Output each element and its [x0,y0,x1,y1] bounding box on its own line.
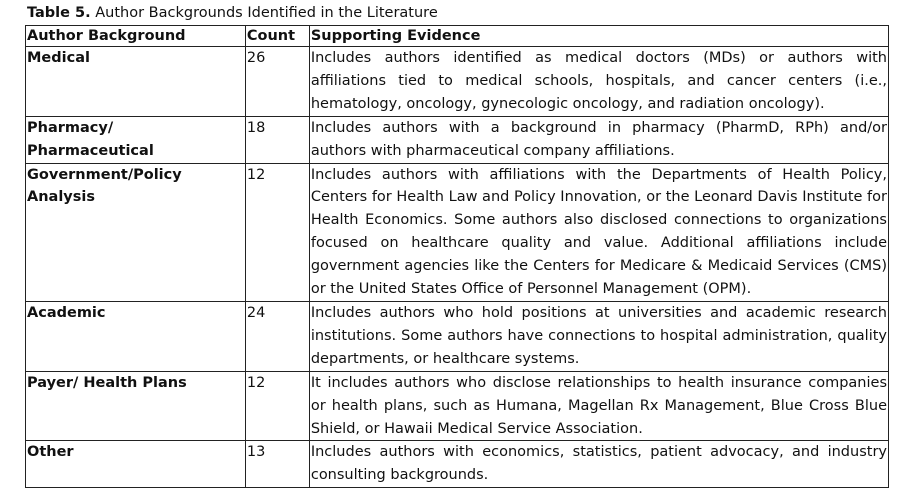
table-row [26,301,889,371]
table-caption [27,5,438,21]
cell-evidence: Includes authors identified as medical doctors (MDs) or authors with affiliations tied to medical schools, hospitals, and cancer centers (i.e., hematology, oncology, gynecologic oncology, and radiation oncology). [309,47,888,117]
header-row [26,26,889,47]
cell-background: Payer/ Health Plans [26,371,246,441]
table-row [26,441,889,488]
cell-background: Academic [26,301,246,371]
table-row [26,371,889,441]
cell-evidence: Includes authors with economics, statistics, patient advocacy, and industry consulting backgrounds. [309,441,888,488]
cell-count: 26 [245,47,309,117]
cell-evidence: Includes authors who hold positions at universities and academic research institutions. Some authors have connections to hospital administration, quality departments, or healthcare systems. [309,301,888,371]
table-row [26,47,889,117]
author-backgrounds-table [25,25,889,488]
cell-background: Pharmacy/ Pharmaceutical [26,116,246,163]
cell-background: Government/Policy Analysis [26,163,246,301]
cell-evidence: Includes authors with a background in pharmacy (PharmD, RPh) and/or authors with pharmaceutical company affiliations. [309,116,888,163]
table-row [26,116,889,163]
cell-background: Other [26,441,246,488]
cell-count: 12 [245,371,309,441]
cell-count: 12 [245,163,309,301]
cell-background: Medical [26,47,246,117]
cell-count: 13 [245,441,309,488]
header-author-background: Author Background [26,26,246,47]
table-row [26,163,889,301]
caption-text: Author Backgrounds Identified in the Literature [90,5,438,21]
header-count: Count [245,26,309,47]
cell-evidence: Includes authors with affiliations with the Departments of Health Policy, Centers for Health Law and Policy Innovation, or the Leonard Davis Institute for Health Economics. Some authors also disclosed connections to organizations focused on healthcare quality and value. Additional affiliations include government agencies like the Centers for Medicare & Medicaid Services (CMS) or the United States Office of Personnel Management (OPM). [309,163,888,301]
caption-label: Table 5. [27,5,91,21]
cell-count: 18 [245,116,309,163]
cell-evidence: It includes authors who disclose relationships to health insurance companies or health plans, such as Humana, Magellan Rx Management, Blue Cross Blue Shield, or Hawaii Medical Service Association. [309,371,888,441]
header-supporting-evidence: Supporting Evidence [309,26,888,47]
cell-count: 24 [245,301,309,371]
